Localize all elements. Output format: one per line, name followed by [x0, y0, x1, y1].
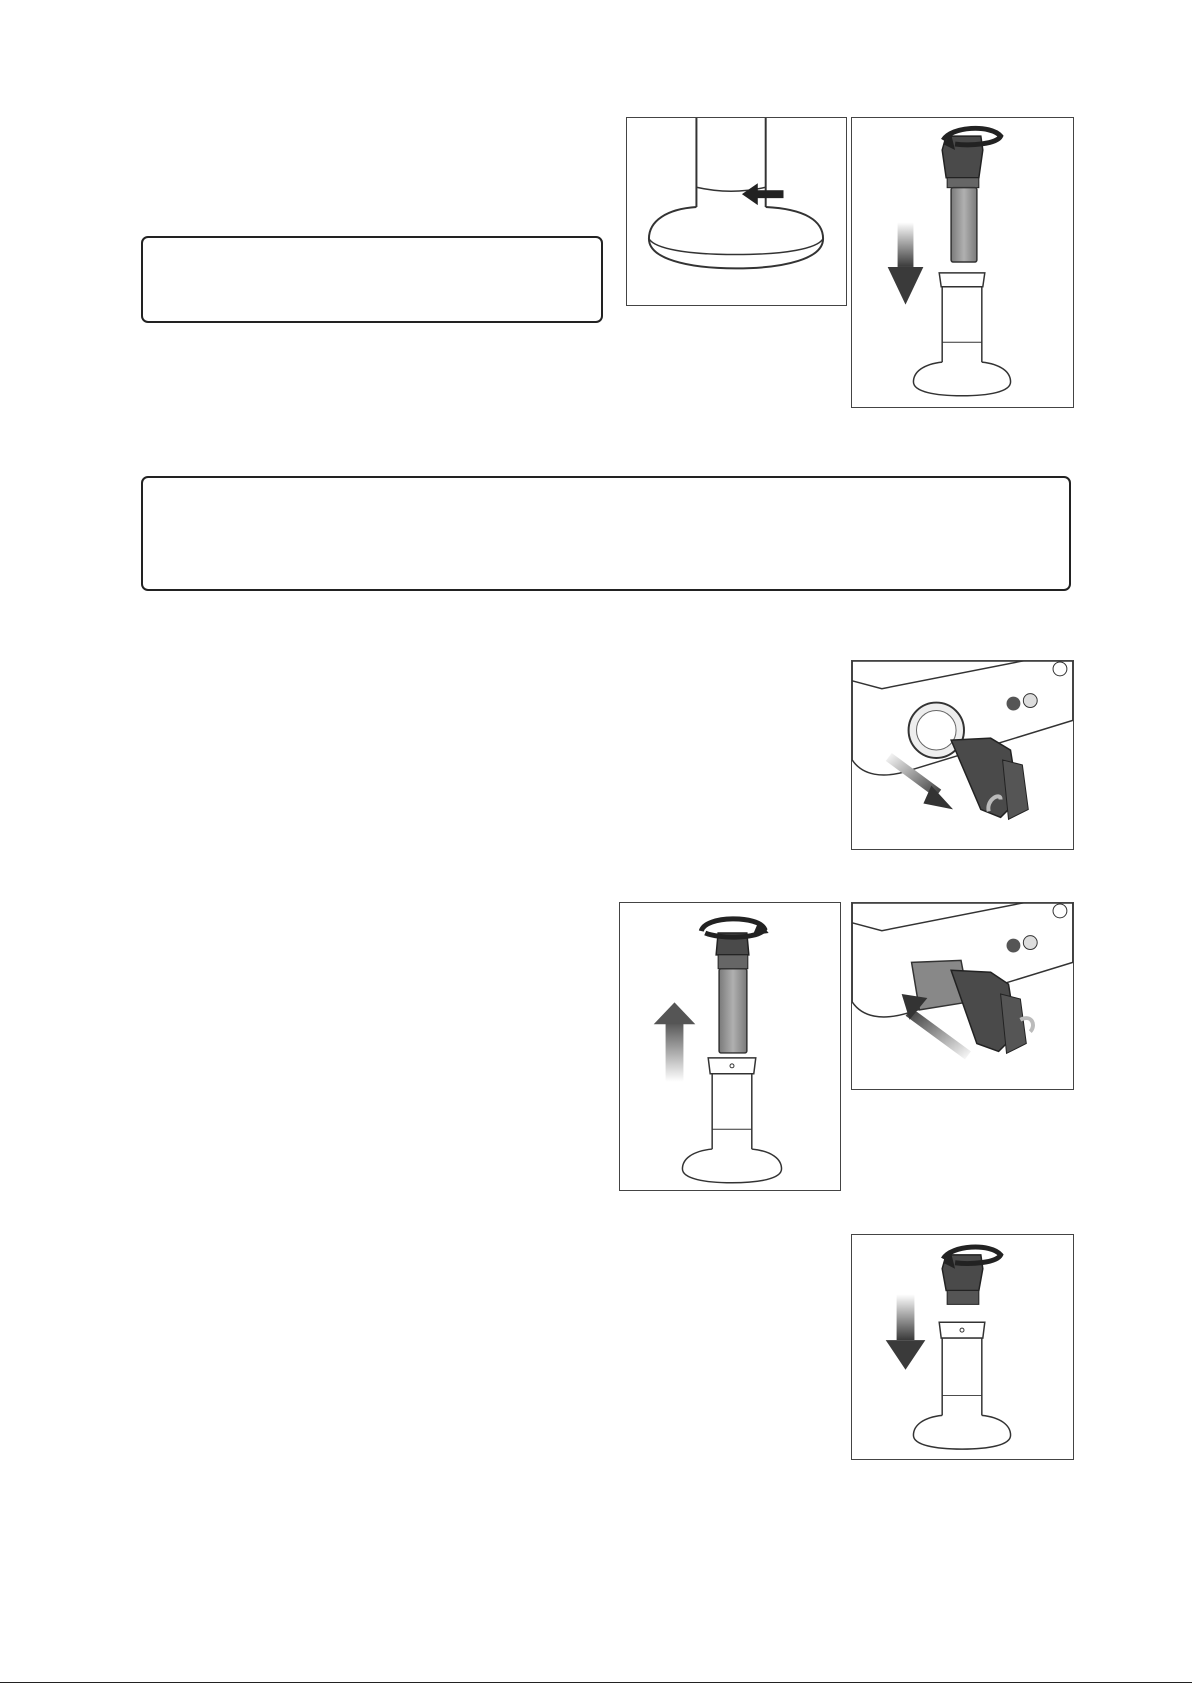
- housing-seam-illustration: [627, 118, 846, 305]
- note-box-wide: [141, 476, 1071, 591]
- figure-reattach-cap: [851, 1234, 1074, 1460]
- arrow-down-icon: [886, 1294, 926, 1369]
- figure-housing-seam: [626, 117, 847, 306]
- arrow-down-icon: [888, 222, 924, 304]
- note-box-small: [141, 236, 603, 323]
- figure-push-filter-machine: [851, 902, 1074, 1090]
- figure-remove-filter: [851, 117, 1074, 408]
- arrow-up-icon: [654, 1002, 696, 1081]
- reattach-cap-illustration: [852, 1235, 1073, 1459]
- remove-filter-illustration: [852, 118, 1073, 407]
- figure-pull-filter-machine: [851, 660, 1074, 850]
- insert-filter-illustration: [620, 903, 840, 1190]
- pull-filter-machine-illustration: [852, 661, 1073, 849]
- push-filter-machine-illustration: [852, 903, 1073, 1089]
- footer-rule: [0, 1682, 1192, 1683]
- figure-insert-filter: [619, 902, 841, 1191]
